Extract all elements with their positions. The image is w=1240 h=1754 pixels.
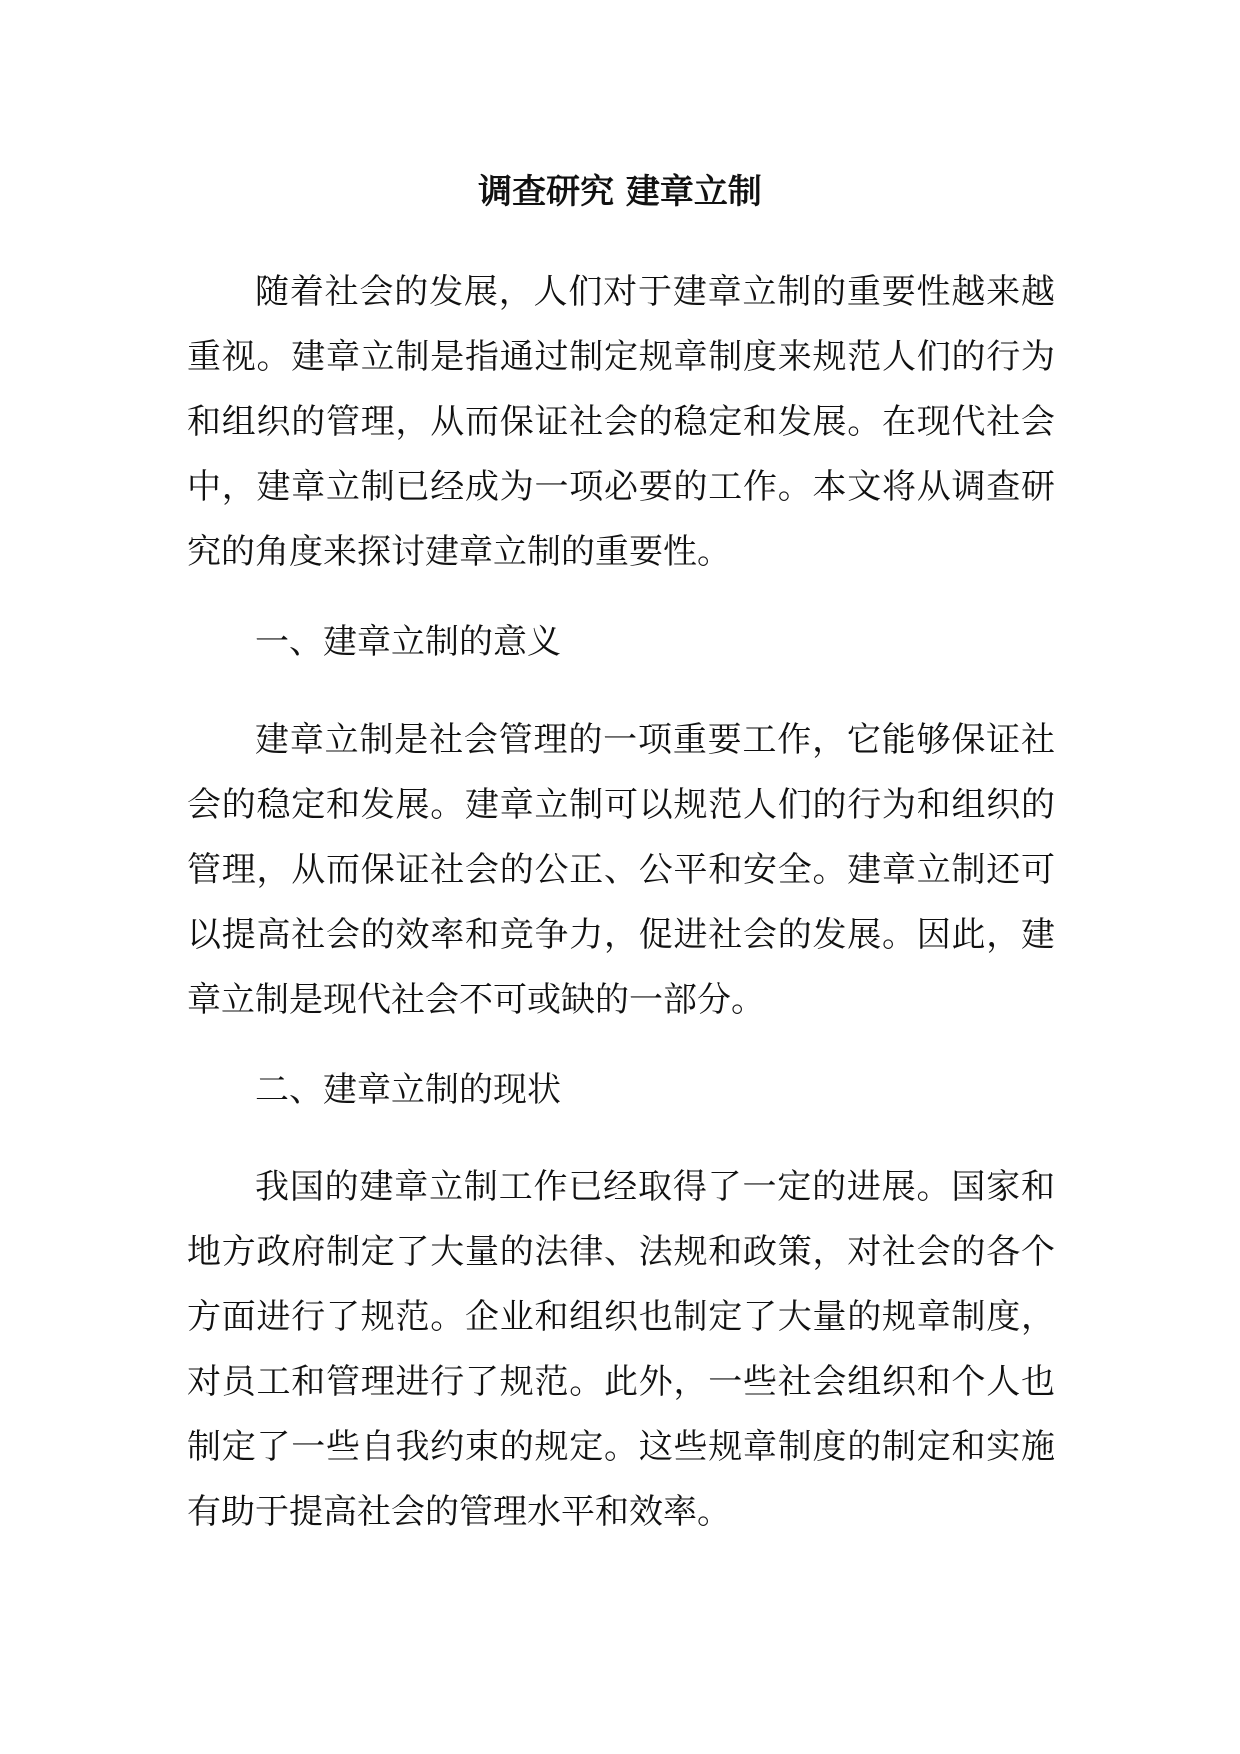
paragraph-significance: 建章立制是社会管理的一项重要工作，它能够保证社会的稳定和发展。建章立制可以规范人们的行为和组织的管理，从而保证社会的公正、公平和安全。建章立制还可以提高社会的效率和竞争力，促进社会的发展。因此，建章立制是现代社会不可或缺的一部分。 xyxy=(187,720,1055,1020)
section-heading-status: 二、建章立制的现状 xyxy=(255,1070,561,1110)
paragraph-status: 我国的建章立制工作已经取得了一定的进展。国家和地方政府制定了大量的法律、法规和政策，对社会的各个方面进行了规范。企业和组织也制定了大量的规章制度，对员工和管理进行了规范。此外，一些社会组织和个人也制定了一些自我约束的规定。这些规章制度的制定和实施有助于提高社会的管理水平和效率。 xyxy=(187,1167,1055,1532)
document-title: 调查研究 建章立制 xyxy=(478,172,762,212)
paragraph-intro: 随着社会的发展，人们对于建章立制的重要性越来越重视。建章立制是指通过制定规章制度来规范人们的行为和组织的管理，从而保证社会的稳定和发展。在现代社会中，建章立制已经成为一项必要的工作。本文将从调查研究的角度来探讨建章立制的重要性。 xyxy=(187,272,1055,572)
section-heading-significance: 一、建章立制的意义 xyxy=(255,622,561,662)
